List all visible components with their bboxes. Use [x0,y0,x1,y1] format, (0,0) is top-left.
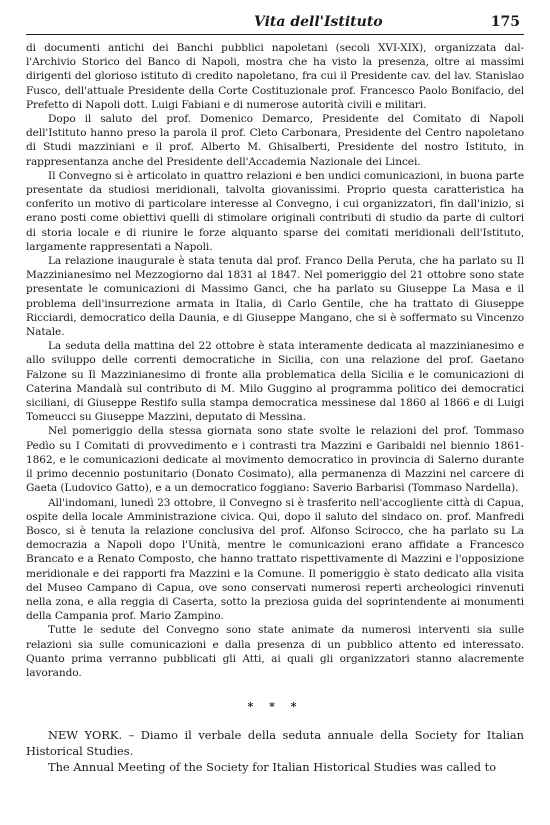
running-title: Vita dell'Istituto [254,14,383,30]
paragraph: Tutte le sedute del Convegno sono state animate da numerosi interventi sia sulle relazioni sia sulle comunicazioni e dalla presenza di un pubblico attento ed interessato. Quanto prima verranno pubblicati gli Atti, ai quali gli organizzatori stanno alacremente lavorando. [26,624,524,679]
page [26,12,524,775]
paragraph: La relazione inaugurale è stata tenuta dal prof. Franco Della Peruta, che ha parlato su Il Mazzinianesimo nel Mezzogiorno dal 1831 al 1847. Nel pomeriggio del 21 ottobre sono state presentate le comunicazioni di Massimo Ganci, che ha parlato su Giuseppe La Masa e il problema dell'insurrezione armata in Italia, di Carlo Gentile, che ha trattato di Giuseppe Ricciardi, democratico della Daunia, e di Giuseppe Mangano, che si è soffermato su Vincenzo Natale. [26,255,524,339]
paragraph: All'indomani, lunedì 23 ottobre, il Convegno si è trasferito nell'accogliente città di Capua, ospite della locale Amministrazione civica. Qui, dopo il saluto del sindaco on. prof. Manfredi Bosco, si è tenuta la relazione conclusiva del prof. Alfonso Scirocco, che ha parlato su La democrazia a Napoli dopo l'Unità, mentre le comunicazioni erano affidate a Francesco Brancato e a Renato Composto, che hanno trattato rispettivamente di Mazzini e l'opposizione meridionale e dei rapporti fra Mazzini e la Comune. Il pomeriggio è stato dedicato alla visita del Museo Campano di Capua, ove sono conservati numerosi reperti archeologici rinvenuti nella zona, e alla reggia di Caserta, sotto la preziosa guida del soprintendente ai monumenti della Campania prof. Mario Zampino. [26,496,524,623]
section-separator: * * * [247,700,303,714]
page-header [26,12,524,35]
paragraph: NEW YORK. – Diamo il verbale della seduta annuale della Society for Italian Historical Studies. [26,728,524,759]
new-york-section [26,727,524,775]
paragraph: Dopo il saluto del prof. Domenico Demarco, Presidente del Comitato di Napoli dell'Istituto hanno preso la parola il prof. Cleto Carbonara, Presidente del Centro napoletano di Studi mazziniani e il prof. Alberto M. Ghisalberti, Presidente del nostro Istituto, in rappresentanza anche del Presidente dell'Accademia Nazionale dei Lincei. [26,113,524,168]
paragraph: Nel pomeriggio della stessa giornata sono state svolte le relazioni del prof. Tommaso Pedìo su I Comitati di provvedimento e i contrasti tra Mazzini e Garibaldi nel biennio 1861-1862, e le comunicazioni dedicate al movimento democratico in provincia di Salerno durante il primo decennio postunitario (Donato Cosimato), alla permanenza di Mazzini nel carcere di Gaeta (Ludovico Gatto), e a un democratico foggiano: Saverio Barbarisi (Tommaso Nardella). [26,425,524,495]
paragraph: di documenti antichi dei Banchi pubblici napoletani (secoli XVI-XIX), organizzata dal-l'Archivio Storico del Banco di Napoli, mostra che ha visto la presenza, oltre ai massimi dirigenti del glorioso istituto di credito napoletano, fra cui il Presidente cav. del lav. Stanislao Fusco, dell'attuale Presidente della Corte Costituzionale prof. Francesco Paolo Bonifacio, del Prefetto di Napoli dott. Luigi Fabiani e di numerose autorità civili e militari. [26,42,524,111]
article-body [26,41,524,680]
paragraph: Il Convegno si è articolato in quattro relazioni e ben undici comunicazioni, in buona parte presentate da studiosi meridionali, talvolta giovanissimi. Proprio questa caratteristica ha conferito un motivo di particolare interesse al Convegno, i cui organizzatori, fin dall'inizio, si erano posti come obiettivi quelli di stimolare originali contributi di studio da parte di cultori di storia locale e di riunire le forze alquanto sparse dei comitati meridionali dell'Istituto, largamente rappresentati a Napoli. [26,169,524,253]
paragraph: La seduta della mattina del 22 ottobre è stata interamente dedicata al mazzinianesimo e allo sviluppo delle correnti democratiche in Sicilia, con una relazione del prof. Gaetano Falzone su Il Mazzinianesimo di fronte alla problematica della Sicilia e le comunicazioni di Caterina Mandalà sul contributo di M. Milo Guggino al programma politico dei democratici siciliani, di Giuseppe Restifo sulla stampa democratica messinese dal 1860 al 1866 e di Luigi Tomeucci su Giuseppe Mazzini, deputato di Messina. [26,340,524,424]
page-number: 175 [490,14,520,30]
paragraph: The Annual Meeting of the Society for Italian Historical Studies was called to [48,760,497,775]
